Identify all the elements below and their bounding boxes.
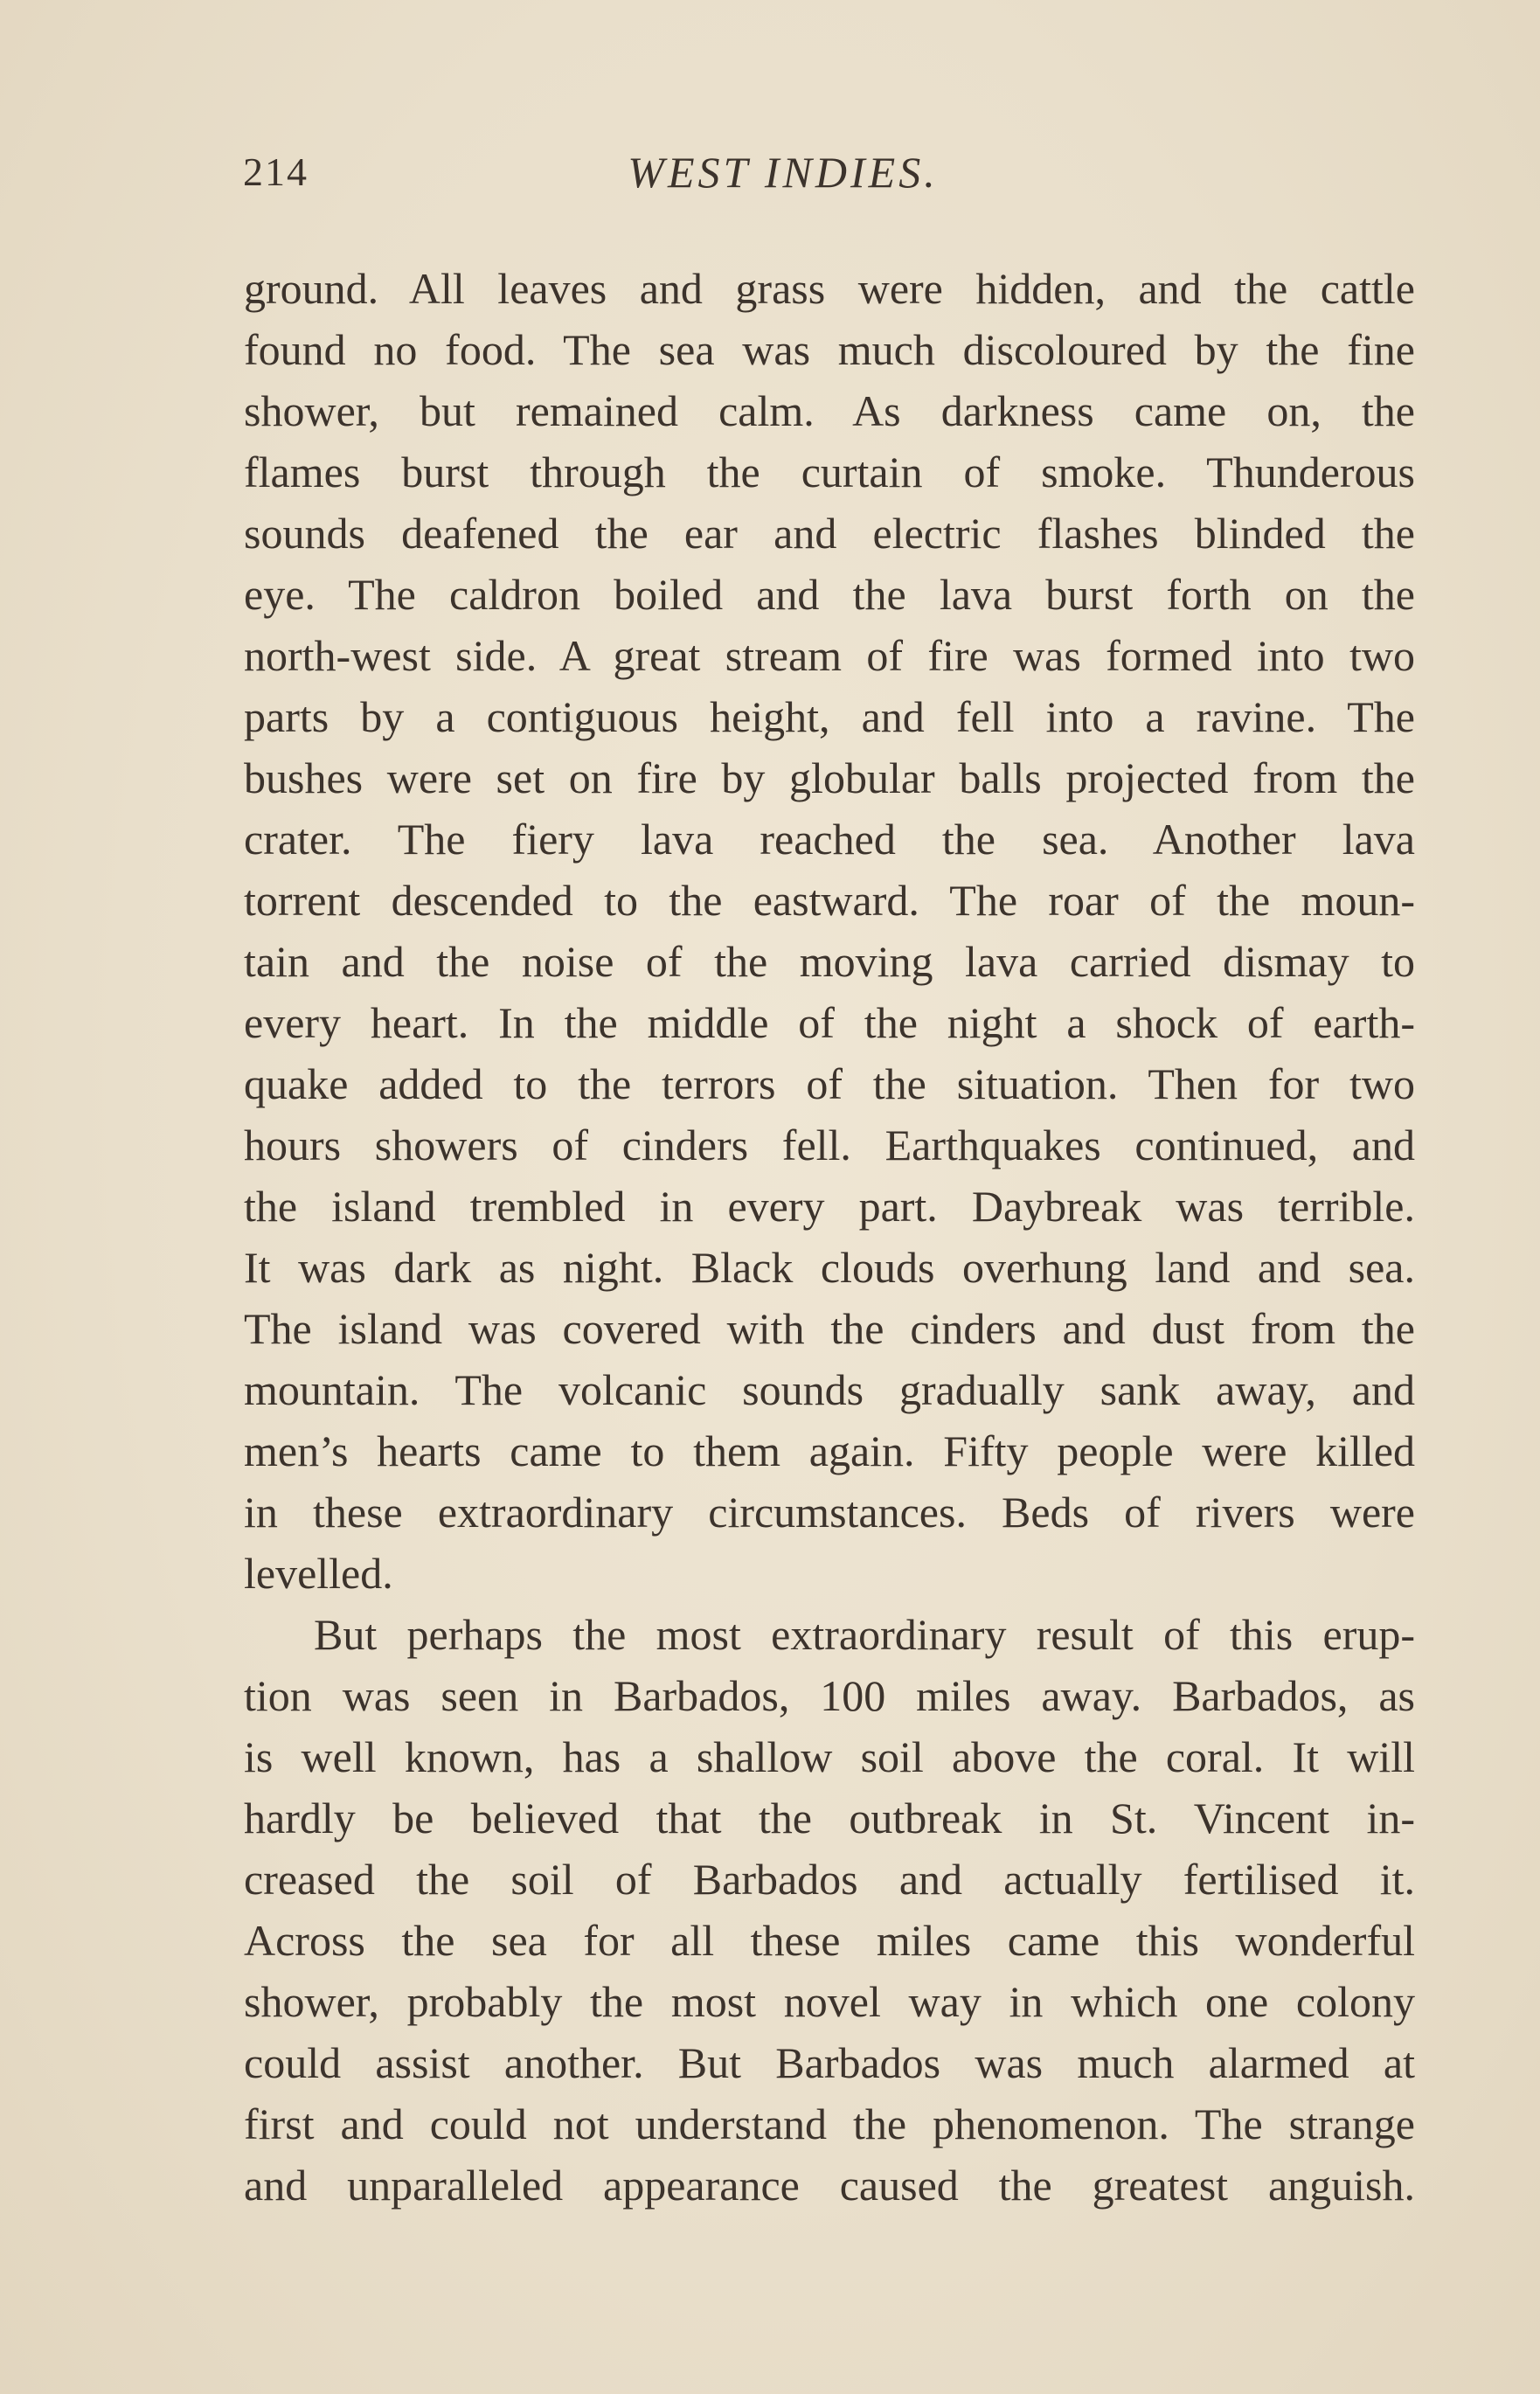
page-number: 214 [243, 149, 309, 194]
text-line: hardly be believed that the outbreak in St. Vincent in- [244, 1794, 1415, 1842]
text-line: quake added to the terrors of the situation. Then for two [244, 1059, 1415, 1108]
text-line: Across the sea for all these miles came this wonderful [244, 1916, 1415, 1965]
text-line: flames burst through the curtain of smoke. Thunderous [244, 448, 1415, 496]
text-line: The island was covered with the cinders and dust from the [244, 1304, 1415, 1353]
text-line: mountain. The volcanic sounds gradually sank away, and [244, 1365, 1415, 1414]
text-line: found no food. The sea was much discoloured by the fine [244, 325, 1415, 374]
text-line: shower, probably the most novel way in which one colony [244, 1977, 1415, 2026]
text-line: creased the soil of Barbados and actually fertilised it. [244, 1855, 1415, 1904]
text-line: parts by a contiguous height, and fell into a ravine. The [244, 692, 1415, 741]
text-line: the island trembled in every part. Daybreak was terrible. [244, 1182, 1415, 1231]
text-line: every heart. In the middle of the night a shock of earth- [244, 998, 1415, 1047]
text-line: in these extraordinary circumstances. Beds of rivers were [244, 1488, 1415, 1537]
text-line: men’s hearts came to them again. Fifty people were killed [244, 1426, 1415, 1475]
text-line: sounds deafened the ear and electric flashes blinded the [244, 509, 1415, 558]
text-line: tain and the noise of the moving lava carried dismay to [244, 937, 1415, 986]
text-line: north-west side. A great stream of fire was formed into two [244, 631, 1415, 680]
text-line: first and could not understand the phenomenon. The strange [244, 2099, 1415, 2148]
text-line: torrent descended to the eastward. The roar of the moun- [244, 876, 1415, 925]
text-line: shower, but remained calm. As darkness came on, the [244, 386, 1415, 435]
text-line: crater. The fiery lava reached the sea. Another lava [244, 815, 1415, 864]
text-line: bushes were set on fire by globular balls projected from the [244, 753, 1415, 802]
running-head: WEST INDIES. [628, 148, 939, 197]
text-line: is well known, has a shallow soil above the coral. It will [244, 1732, 1415, 1781]
text-line: It was dark as night. Black clouds overhung land and sea. [244, 1243, 1415, 1292]
text-line: hours showers of cinders fell. Earthquakes continued, and [244, 1121, 1415, 1169]
text-line: ground. All leaves and grass were hidden, and the cattle [244, 264, 1415, 313]
text-line: could assist another. But Barbados was much alarmed at [244, 2038, 1415, 2087]
body-text [244, 258, 1415, 2216]
text-line: But perhaps the most extraordinary result of this erup- [314, 1610, 1415, 1659]
text-line: eye. The caldron boiled and the lava burst forth on the [244, 570, 1415, 619]
text-line: levelled. [244, 1549, 393, 1598]
text-line: tion was seen in Barbados, 100 miles away. Barbados, as [244, 1671, 1415, 1720]
text-line: and unparalleled appearance caused the greatest anguish. [244, 2161, 1415, 2210]
